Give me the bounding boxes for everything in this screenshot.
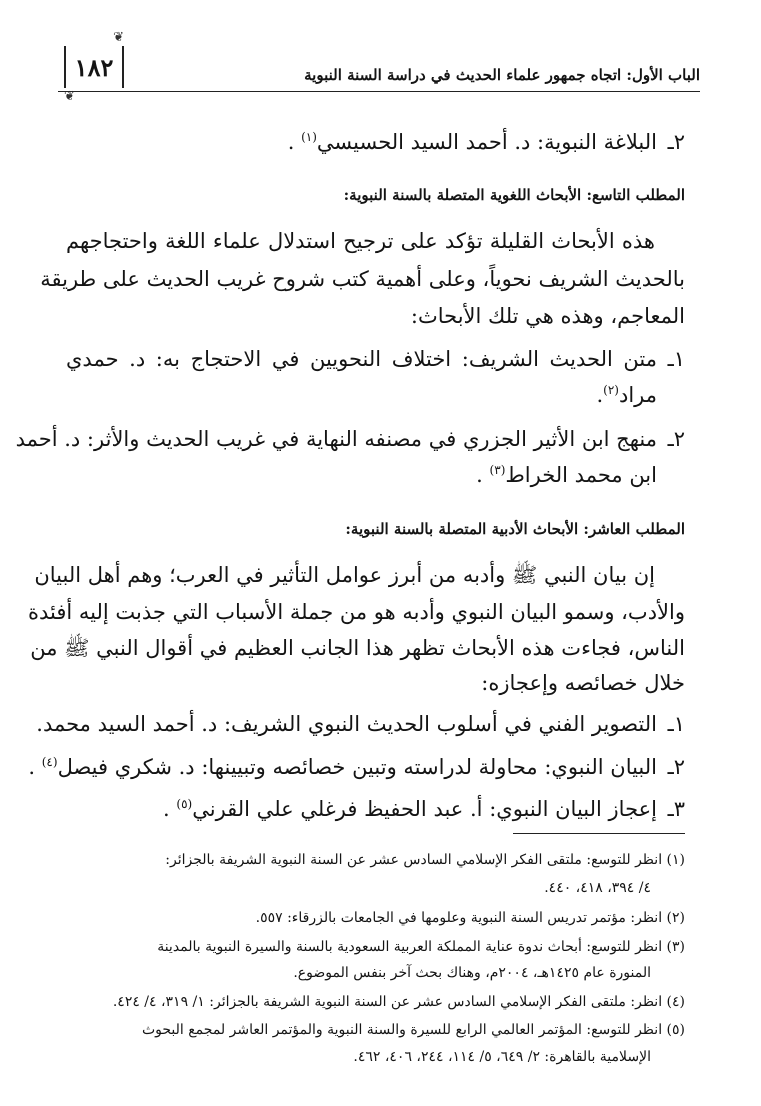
footnote: (٤) انظر: ملتقى الفكر الإسلامي السادس عشر عن السنة النبوية الشريفة بالجزائر: ١/ ٣١٩، ٤/ ٤٢٤. [112,994,685,1010]
ornament-icon: ❦ [64,89,75,104]
page-number: ١٨٢ [74,52,114,82]
list-text: متن الحديث الشريف: اختلاف النحويين في الاحتجاج به: د. حمدي [66,347,657,371]
list-marker: ٢ـ [667,130,685,154]
page-number-frame [64,30,124,104]
list-marker: ٢ـ [667,427,685,451]
section-heading: المطلب التاسع: الأبحاث اللغوية المتصلة بالسنة النبوية: [343,186,685,204]
paragraph-line: والأدب، وسمو البيان النبوي وأدبه هو من جملة الأسباب التي جذبت إليه أفئدة [27,600,685,624]
footnote-ref[interactable]: (٣) [489,463,506,477]
list-text: البلاغة النبوية: د. أحمد السيد الحسيسي$^{(١)}$ . [287,130,657,154]
list-text-cont: مراد$^{(٢)}$. [596,383,657,407]
paragraph-line: المعاجم، وهذه هي تلك الأبحاث: [410,304,685,328]
list-text-cont: ابن محمد الخراط$^{(٣)}$ . [476,463,657,487]
list-marker: ١ـ [667,347,685,371]
list-text: إعجاز البيان النبوي: أ. عبد الحفيظ فرغلي علي القرني$^{(٥)}$ . [163,797,657,821]
ornament-icon: ❦ [113,30,124,45]
footnote-separator [513,833,685,834]
footnote-ref[interactable]: (٢) [603,383,619,397]
footnote-ref[interactable]: (١) [301,130,317,144]
header-rule [58,91,700,92]
footnote: (٢) انظر: مؤتمر تدريس السنة النبوية وعلومها في الجامعات بالزرقاء: ٥٥٧. [255,910,685,926]
footnote-ref[interactable]: (٥) [176,797,193,811]
list-text: البيان النبوي: محاولة لدراسته وتبين خصائصه وتبيينها: د. شكري فيصل$^{(٤)}$ . [28,755,657,779]
footnote-cont: الإسلامية بالقاهرة: ٢/ ٦٤٩، ٥/ ١١٤، ٢٤٤، ٤٠٦، ٤٦٢. [353,1049,651,1065]
running-header [58,30,700,104]
footnote: (١) انظر للتوسع: ملتقى الفكر الإسلامي السادس عشر عن السنة النبوية الشريفة بالجزائر: [165,852,685,868]
list-marker: ١ـ [667,712,685,736]
running-title: الباب الأول: اتجاه جمهور علماء الحديث في دراسة السنة النبوية [304,66,700,84]
footnote-cont: المنورة عام ١٤٢٥هـ، ٢٠٠٤م، وهناك بحث آخر بنفس الموضوع. [293,965,651,981]
footnote-cont: ٤/ ٣٩٤، ٤١٨، ٤٤٠. [544,880,651,896]
list-marker: ٢ـ [667,755,685,779]
paragraph-line: إن بيان النبي ﷺ وأدبه من أبرز عوامل التأثير في العرب؛ وهم أهل البيان [34,563,655,587]
list-marker: ٣ـ [667,797,685,821]
section-heading: المطلب العاشر: الأبحاث الأدبية المتصلة بالسنة النبوية: [345,520,685,538]
footnote: (٥) انظر للتوسع: المؤتمر العالمي الرابع للسيرة والسنة النبوية والمؤتمر العاشر لمجمع البحوث [141,1022,685,1038]
list-text: التصوير الفني في أسلوب الحديث النبوي الشريف: د. أحمد السيد محمد. [36,712,657,736]
paragraph-line: خلال خصائصه وإعجازه: [481,671,685,695]
footnote: (٣) انظر للتوسع: أبحاث ندوة عناية المملكة العربية السعودية بالسنة والسيرة النبوية بالمدينة [157,939,685,955]
footnote-ref[interactable]: (٤) [41,755,58,769]
paragraph-line: هذه الأبحاث القليلة تؤكد على ترجيح استدلال علماء اللغة واحتجاجهم [66,229,655,253]
paragraph-line: بالحديث الشريف نحوياً، وعلى أهمية كتب شروح غريب الحديث على طريقة [40,267,685,291]
paragraph-line: الناس، فجاءت هذه الأبحاث تظهر هذا الجانب العظيم في أقوال النبي ﷺ من [30,636,685,660]
list-text: منهج ابن الأثير الجزري في مصنفه النهاية في غريب الحديث والأثر: د. أحمد [15,427,657,451]
